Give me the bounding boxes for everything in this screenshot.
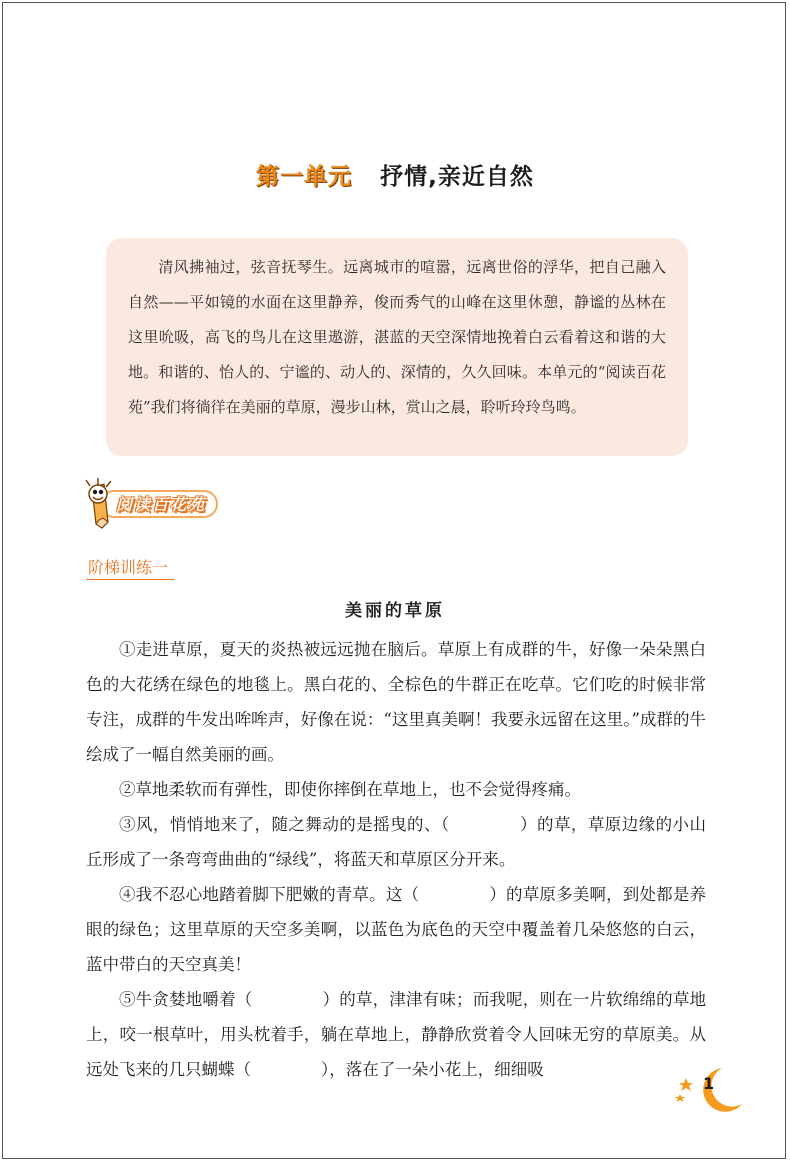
- section-badge: [78, 478, 228, 530]
- unit-title: [0, 158, 790, 191]
- article-body: [86, 632, 706, 1087]
- paragraph-5: ⑤牛贪婪地嚼着（ ）的草，津津有味；而我呢，则在一片软绵绵的草地上，咬一根草叶，用头枕着手，躺在草地上，静静欣赏着令人回味无穷的草原美。从远处飞来的几只蝴蝶（ ），落在了一朵小花上，细细吸: [86, 990, 707, 1079]
- unit-number: 第一单元: [256, 164, 353, 190]
- paragraph-2: ②草地柔软而有弹性，即使你摔倒在草地上，也不会觉得疼痛。: [119, 780, 581, 799]
- page-number: 1: [703, 1074, 715, 1093]
- paragraph-4: ④我不忍心地踏着脚下肥嫩的青草。这（ ）的草原多美啊，到处都是养眼的绿色；这里草原的天空多美啊，以蓝色为底色的天空中覆盖着几朵悠悠的白云，蓝中带白的天空真美！: [86, 885, 707, 974]
- section-badge-label: 阅读百花苑: [116, 495, 207, 514]
- article-title: 美丽的草原: [345, 601, 445, 621]
- unit-intro-text: 清风拂袖过，弦音抚琴生。远离城市的喧嚣，远离世俗的浮华，把自己融入自然——平如镜的水面在这里静养，俊而秀气的山峰在这里休憩，静谧的丛林在这里吮吸，高飞的鸟儿在这里遨游，湛蓝的天空深情地挽着白云看着这和谐的大地。和谐的、怡人的、宁谧的、动人的、深情的，久久回味。本单元的“阅读百花苑”我们将徜徉在美丽的草原，漫步山林，赏山之晨，聆听玲玲鸟鸣。: [128, 258, 666, 416]
- paragraph-1: ①走进草原，夏天的炎热被远远抛在脑后。草原上有成群的牛，好像一朵朵黑白色的大花绣在绿色的地毯上。黑白花的、全棕色的牛群正在吃草。它们吃的时候非常专注，成群的牛发出哞哞声，好像在说：“这里真美啊！我要永远留在这里。”成群的牛绘成了一幅自然美丽的画。: [86, 640, 706, 764]
- unit-name: 抒情,亲近自然: [380, 164, 534, 190]
- paragraph-3: ③风，悄悄地来了，随之舞动的是摇曳的、（ ）的草，草原边缘的小山丘形成了一条弯弯曲曲的“绿线”，将蓝天和草原区分开来。: [86, 815, 707, 869]
- ladder-underline: [86, 579, 174, 580]
- unit-intro-box: [106, 238, 688, 456]
- ladder-training-label: 阶梯训练一: [88, 558, 169, 577]
